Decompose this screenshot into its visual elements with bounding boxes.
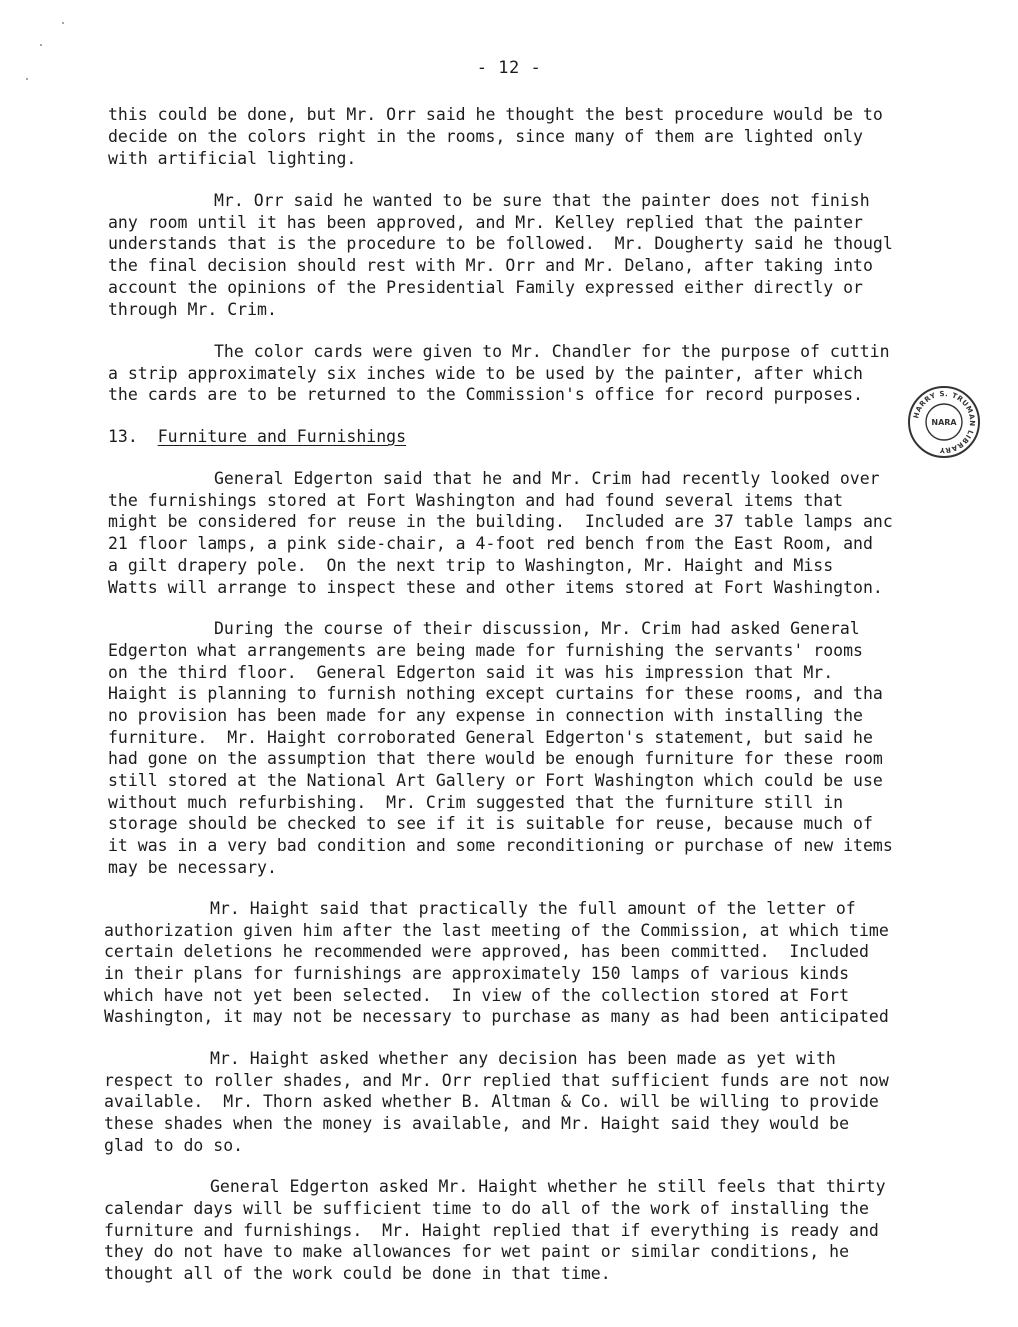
body-line: in their plans for furnishings are approximately 150 lamps of various kinds xyxy=(104,964,850,983)
body-line: During the course of their discussion, Mr. Crim had asked General xyxy=(214,619,860,638)
body-line: Washington, it may not be necessary to purchase as many as had been anticipated xyxy=(104,1007,889,1026)
body-line: Watts will arrange to inspect these and other items stored at Fort Washington. xyxy=(108,578,883,597)
body-line: certain deletions he recommended were approved, has been committed. Included xyxy=(104,942,869,961)
body-line: General Edgerton said that he and Mr. Crim had recently looked over xyxy=(214,469,880,488)
body-line: Mr. Haight said that practically the full amount of the letter of xyxy=(210,899,856,918)
body-line: through Mr. Crim. xyxy=(108,300,277,319)
library-stamp-graphic xyxy=(906,384,982,460)
paper-speck xyxy=(62,22,64,24)
body-line: The color cards were given to Mr. Chandler for the purpose of cuttin xyxy=(214,342,890,361)
page-number: - 12 - xyxy=(476,58,542,78)
body-line: a strip approximately six inches wide to be used by the painter, after which xyxy=(108,364,863,383)
section-heading xyxy=(108,426,406,448)
body-line: thought all of the work could be done in that time. xyxy=(104,1264,611,1283)
library-stamp xyxy=(906,384,982,460)
stamp-center-text: NARA xyxy=(931,418,957,427)
body-line: 21 floor lamps, a pink side-chair, a 4-foot red bench from the East Room, and xyxy=(108,534,873,553)
body-line: understands that is the procedure to be followed. Mr. Dougherty said he thougl xyxy=(108,234,893,253)
body-line: may be necessary. xyxy=(108,858,277,877)
body-line: glad to do so. xyxy=(104,1136,244,1155)
body-line: without much refurbishing. Mr. Crim suggested that the furniture still in xyxy=(108,793,844,812)
body-line: available. Mr. Thorn asked whether B. Altman & Co. will be willing to provide xyxy=(104,1092,879,1111)
body-line: a gilt drapery pole. On the next trip to Washington, Mr. Haight and Miss xyxy=(108,556,834,575)
body-line: still stored at the National Art Gallery or Fort Washington which could be use xyxy=(108,771,883,790)
body-line: decide on the colors right in the rooms, since many of them are lighted only xyxy=(108,127,863,146)
body-line: calendar days will be sufficient time to do all of the work of installing the xyxy=(104,1199,869,1218)
body-line: furniture. Mr. Haight corroborated General Edgerton's statement, but said he xyxy=(108,728,873,747)
body-line: respect to roller shades, and Mr. Orr replied that sufficient funds are not now xyxy=(104,1071,889,1090)
body-line: these shades when the money is available, and Mr. Haight said they would be xyxy=(104,1114,850,1133)
paper-speck xyxy=(40,44,42,46)
body-line: the cards are to be returned to the Commission's office for record purposes. xyxy=(108,385,863,404)
body-line: the final decision should rest with Mr. Orr and Mr. Delano, after taking into xyxy=(108,256,873,275)
body-line: they do not have to make allowances for wet paint or similar conditions, he xyxy=(104,1242,850,1261)
section-title: Furniture and Furnishings xyxy=(157,427,407,446)
body-line: might be considered for reuse in the building. Included are 37 table lamps anc xyxy=(108,512,893,531)
body-line: account the opinions of the Presidential Family expressed either directly or xyxy=(108,278,863,297)
body-line: authorization given him after the last meeting of the Commission, at which time xyxy=(104,921,889,940)
body-line: the furnishings stored at Fort Washington and had found several items that xyxy=(108,491,844,510)
body-line: General Edgerton asked Mr. Haight whether he still feels that thirty xyxy=(210,1177,886,1196)
section-number: 13. xyxy=(108,427,138,446)
body-line: furniture and furnishings. Mr. Haight replied that if everything is ready and xyxy=(104,1221,879,1240)
body-line: with artificial lighting. xyxy=(108,149,357,168)
body-line: this could be done, but Mr. Orr said he thought the best procedure would be to xyxy=(108,105,883,124)
body-line: Edgerton what arrangements are being made for furnishing the servants' rooms xyxy=(108,641,863,660)
body-line: any room until it has been approved, and Mr. Kelley replied that the painter xyxy=(108,213,863,232)
body-line: Mr. Haight asked whether any decision has been made as yet with xyxy=(210,1049,836,1068)
body-line: storage should be checked to see if it is suitable for reuse, because much of xyxy=(108,814,873,833)
paper-speck xyxy=(26,78,28,80)
body-line: on the third floor. General Edgerton said it was his impression that Mr. xyxy=(108,663,834,682)
body-line: it was in a very bad condition and some reconditioning or purchase of new items xyxy=(108,836,893,855)
body-line: Mr. Orr said he wanted to be sure that the painter does not finish xyxy=(214,191,870,210)
body-line: which have not yet been selected. In view of the collection stored at Fort xyxy=(104,986,850,1005)
stamp-arc-text: HARRY S. TRUMAN LIBRARY xyxy=(912,389,977,455)
body-line: Haight is planning to furnish nothing except curtains for these rooms, and tha xyxy=(108,684,883,703)
body-line: had gone on the assumption that there would be enough furniture for these room xyxy=(108,749,883,768)
body-line: no provision has been made for any expense in connection with installing the xyxy=(108,706,863,725)
